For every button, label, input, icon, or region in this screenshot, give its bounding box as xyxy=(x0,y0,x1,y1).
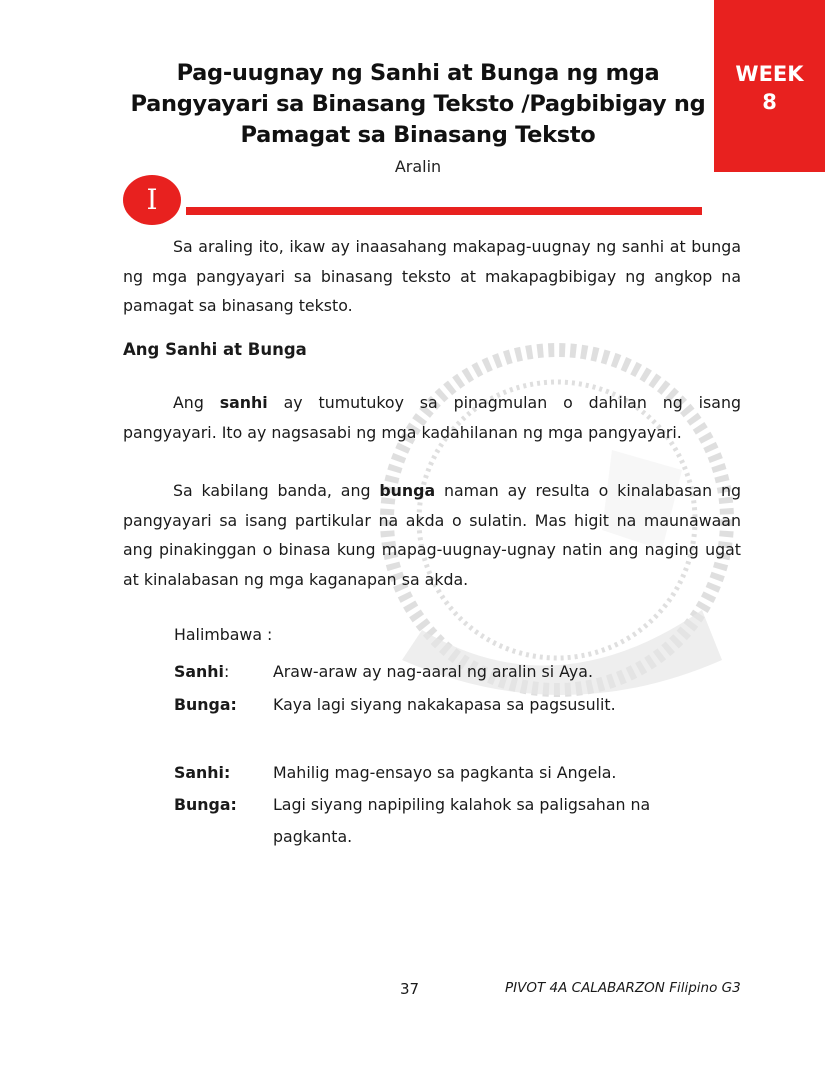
title-line-1: Pag-uugnay ng Sanhi at Bunga ng mga xyxy=(176,60,660,86)
title-line-2: Pangyayari sa Binasang Teksto /Pagbibigay ng xyxy=(130,91,706,117)
section-badge: I xyxy=(123,175,181,225)
footer-series: PIVOT 4A CALABARZON Filipino G3 xyxy=(505,980,741,996)
example-key: Bunga: xyxy=(174,695,237,714)
section-divider xyxy=(186,207,702,215)
term-sanhi: sanhi xyxy=(219,393,268,412)
example-text: Araw-araw ay nag-aaral ng aralin si Aya. xyxy=(273,662,593,681)
week-number: 8 xyxy=(762,90,777,114)
example-text: Mahilig mag-ensayo sa pagkanta si Angela. xyxy=(273,763,617,782)
title-line-3: Pamagat sa Binasang Teksto xyxy=(240,122,596,148)
page-number: 37 xyxy=(400,980,420,998)
term-bunga: bunga xyxy=(379,481,436,500)
example-key: Sanhi: xyxy=(174,763,231,782)
week-label: WEEK xyxy=(735,62,804,86)
sanhi-paragraph: Ang sanhi ay tumutukoy sa pinagmulan o dahilan ng isang pangyayari. Ito ay nagsasabi ng mga kadahilanan ng mga pangyayari. xyxy=(123,393,741,442)
intro-text: Sa araling ito, ikaw ay inaasahang makapag-uugnay ng sanhi at bunga ng mga pangyayari sa binasang teksto at makapagbibigay ng angkop na pamagat sa binasang teksto. xyxy=(123,237,741,315)
bunga-paragraph: Sa kabilang banda, ang bunga naman ay resulta o kinalabasan ng pangyayari sa isang partikular na akda o sulatin. Mas higit na maunawaan ang pinakinggan o binasa kung mapag-uugnay-ugnay natin ang naging ugat at kinalabasan ng mga kaganapan sa akda. xyxy=(123,481,741,589)
intro-paragraph xyxy=(123,232,741,321)
week-tab xyxy=(714,0,825,172)
page-title xyxy=(118,58,718,151)
example-text: Kaya lagi siyang nakakapasa sa pagsusulit. xyxy=(273,695,616,714)
example-key: Bunga: xyxy=(174,795,237,814)
page-subtitle: Aralin xyxy=(394,157,442,176)
example-text: Lagi siyang napipiling kalahok sa paligsahan na pagkanta. xyxy=(273,795,651,846)
examples-label: Halimbawa : xyxy=(174,625,273,644)
section-heading: Ang Sanhi at Bunga xyxy=(123,340,307,359)
example-key: Sanhi: xyxy=(174,662,230,681)
